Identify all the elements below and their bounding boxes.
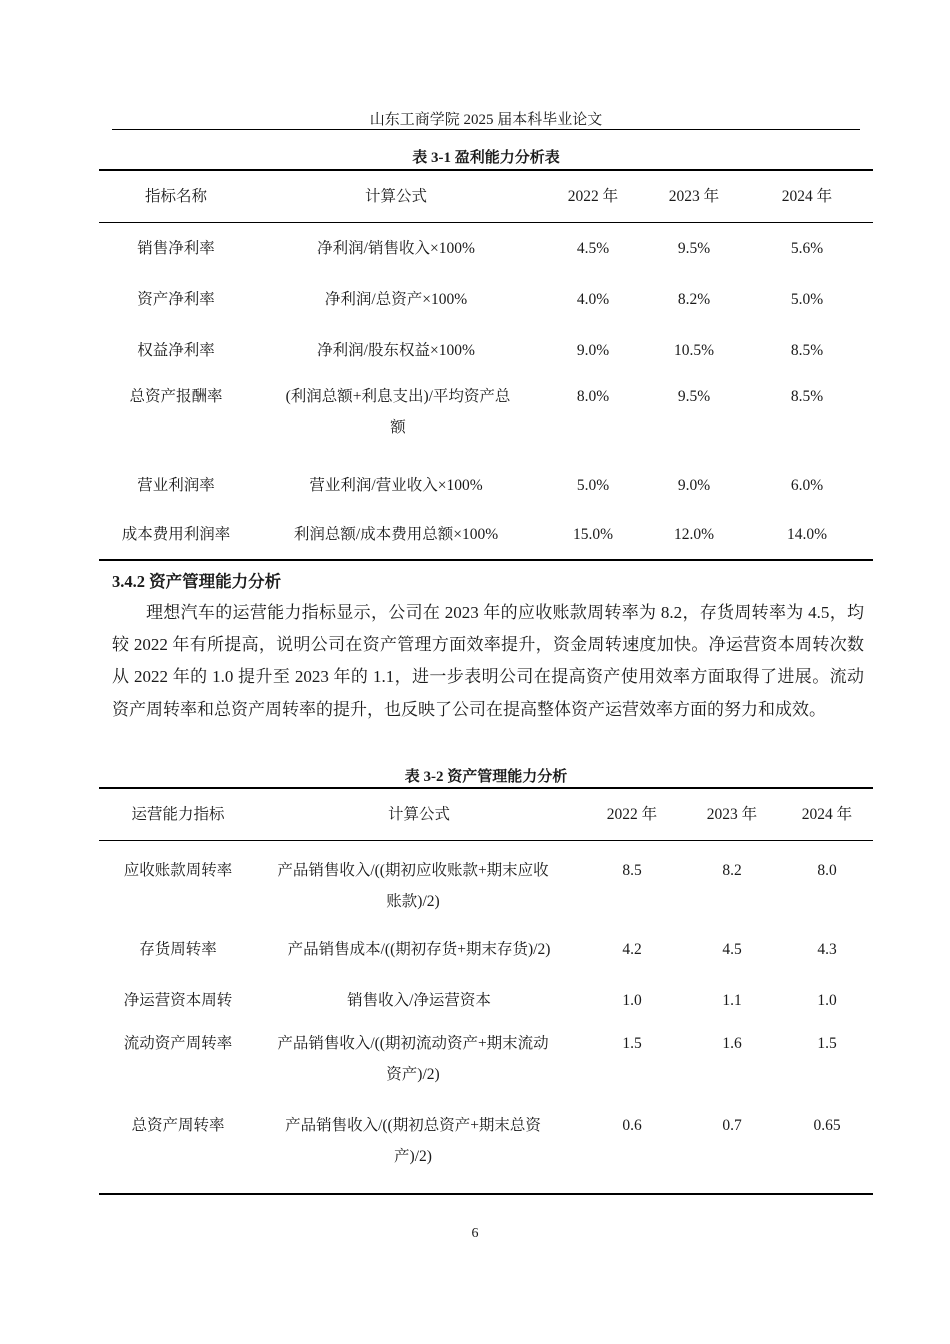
value-2024: 8.5%	[790, 342, 824, 359]
page-number: 6	[471, 1226, 479, 1241]
column-header: 2023 年	[668, 187, 720, 205]
value-2024: 4.3	[817, 940, 837, 958]
table-row	[99, 1110, 873, 1194]
indicator-name: 应收账款周转率	[123, 861, 233, 879]
column-header: 计算公式	[364, 187, 427, 205]
asset-management-table	[99, 787, 873, 1195]
table2-caption: 表 3-2 资产管理能力分析	[404, 769, 568, 785]
table1-caption: 表 3-1 盈利能力分析表	[412, 150, 560, 166]
formula: (利润总额+利息支出)/平均资产总额	[285, 388, 511, 436]
table-row	[99, 325, 873, 376]
value-2022: 4.5%	[576, 239, 610, 257]
formula: 产品销售收入/((期初应收账款+期末应收账款)/2)	[277, 861, 549, 910]
value-2023: 0.7	[722, 1117, 742, 1134]
formula: 净利润/销售收入×100%	[317, 239, 475, 257]
value-2022: 4.0%	[576, 291, 610, 308]
value-2022: 8.0%	[576, 388, 610, 405]
table-row	[99, 274, 873, 325]
value-2022: 8.5	[622, 861, 642, 879]
value-2024: 5.6%	[790, 239, 824, 257]
value-2024: 8.0	[817, 861, 837, 879]
value-2023: 4.5	[722, 940, 742, 958]
profitability-table	[99, 169, 873, 561]
value-2023: 9.5%	[677, 388, 711, 405]
indicator-name: 净运营资本周转	[123, 991, 233, 1009]
indicator-name: 总资产周转率	[131, 1117, 225, 1134]
value-2023: 1.6	[722, 1035, 742, 1052]
value-2024: 1.5	[817, 1035, 837, 1052]
table-row	[99, 510, 873, 560]
column-header: 2024 年	[781, 187, 833, 205]
column-header: 2022 年	[567, 187, 619, 205]
section-heading: 3.4.2 资产管理能力分析	[112, 572, 282, 591]
formula: 营业利润/营业收入×100%	[309, 476, 483, 494]
value-2024: 6.0%	[790, 476, 824, 494]
indicator-name: 总资产报酬率	[129, 388, 223, 405]
formula: 产品销售收入/((期初总资产+期末总资产)/2)	[285, 1117, 541, 1165]
column-header: 2024 年	[801, 805, 853, 823]
formula: 利润总额/成本费用总额×100%	[293, 526, 499, 543]
column-header: 2022 年	[606, 805, 658, 823]
value-2022: 15.0%	[572, 526, 614, 543]
table-row	[99, 1026, 873, 1110]
value-2022: 0.6	[622, 1117, 642, 1134]
value-2024: 1.0	[817, 991, 837, 1009]
table-row	[99, 460, 873, 510]
value-2023: 8.2%	[677, 291, 711, 308]
indicator-name: 存货周转率	[139, 940, 217, 958]
value-2022: 5.0%	[576, 476, 610, 494]
value-2024: 8.5%	[790, 388, 824, 405]
formula: 产品销售收入/((期初流动资产+期末流动资产)/2)	[277, 1035, 549, 1083]
value-2023: 10.5%	[673, 342, 715, 359]
value-2024: 14.0%	[786, 526, 828, 543]
value-2022: 4.2	[622, 940, 642, 958]
value-2024: 0.65	[813, 1117, 841, 1134]
formula: 销售收入/净运营资本	[347, 991, 491, 1009]
indicator-name: 流动资产周转率	[123, 1035, 233, 1052]
value-2023: 8.2	[722, 861, 742, 879]
column-header: 运营能力指标	[131, 805, 225, 823]
header-rule	[112, 129, 860, 130]
value-2023: 1.1	[722, 991, 742, 1009]
formula: 产品销售成本/((期初存货+期末存货)/2)	[287, 940, 551, 958]
indicator-name: 成本费用利润率	[121, 526, 231, 543]
table-row	[99, 840, 873, 924]
table-row	[99, 924, 873, 974]
running-header: 山东工商学院 2025 届本科毕业论文	[369, 112, 603, 128]
body-paragraph: 理想汽车的运营能力指标显示，公司在 2023 年的应收账款周转率为 8.2，存货周转率为 4.5，均较 2022 年有所提高，说明公司在资产管理方面效率提升，资金周转速度加快。净运营资本周转次数从 2022 年的 1.0 提升至 2023 年的 1.1，进一步表明公司在提高资产使用效率方面取得了进展。流动资产周转率和总资产周转率的提升，也反映了公司在提高整体资产运营效率方面的努力和成效。	[112, 603, 864, 719]
formula: 净利润/总资产×100%	[324, 291, 468, 308]
value-2022: 1.5	[622, 1035, 642, 1052]
column-header: 计算公式	[387, 805, 450, 823]
indicator-name: 营业利润率	[137, 476, 215, 494]
value-2023: 9.5%	[677, 239, 711, 257]
indicator-name: 权益净利率	[137, 342, 215, 359]
indicator-name: 销售净利率	[137, 239, 215, 257]
table-header-row	[99, 170, 873, 222]
value-2022: 9.0%	[576, 342, 610, 359]
column-header: 2023 年	[706, 805, 758, 823]
table-row	[99, 974, 873, 1026]
indicator-name: 资产净利率	[137, 291, 215, 308]
formula: 净利润/股东权益×100%	[317, 342, 475, 359]
table-header-row	[99, 788, 873, 840]
table-row	[99, 376, 873, 460]
value-2024: 5.0%	[790, 291, 824, 308]
value-2022: 1.0	[622, 991, 642, 1009]
value-2023: 9.0%	[677, 476, 711, 494]
column-header: 指标名称	[144, 187, 207, 205]
value-2023: 12.0%	[673, 526, 715, 543]
table-row	[99, 222, 873, 274]
